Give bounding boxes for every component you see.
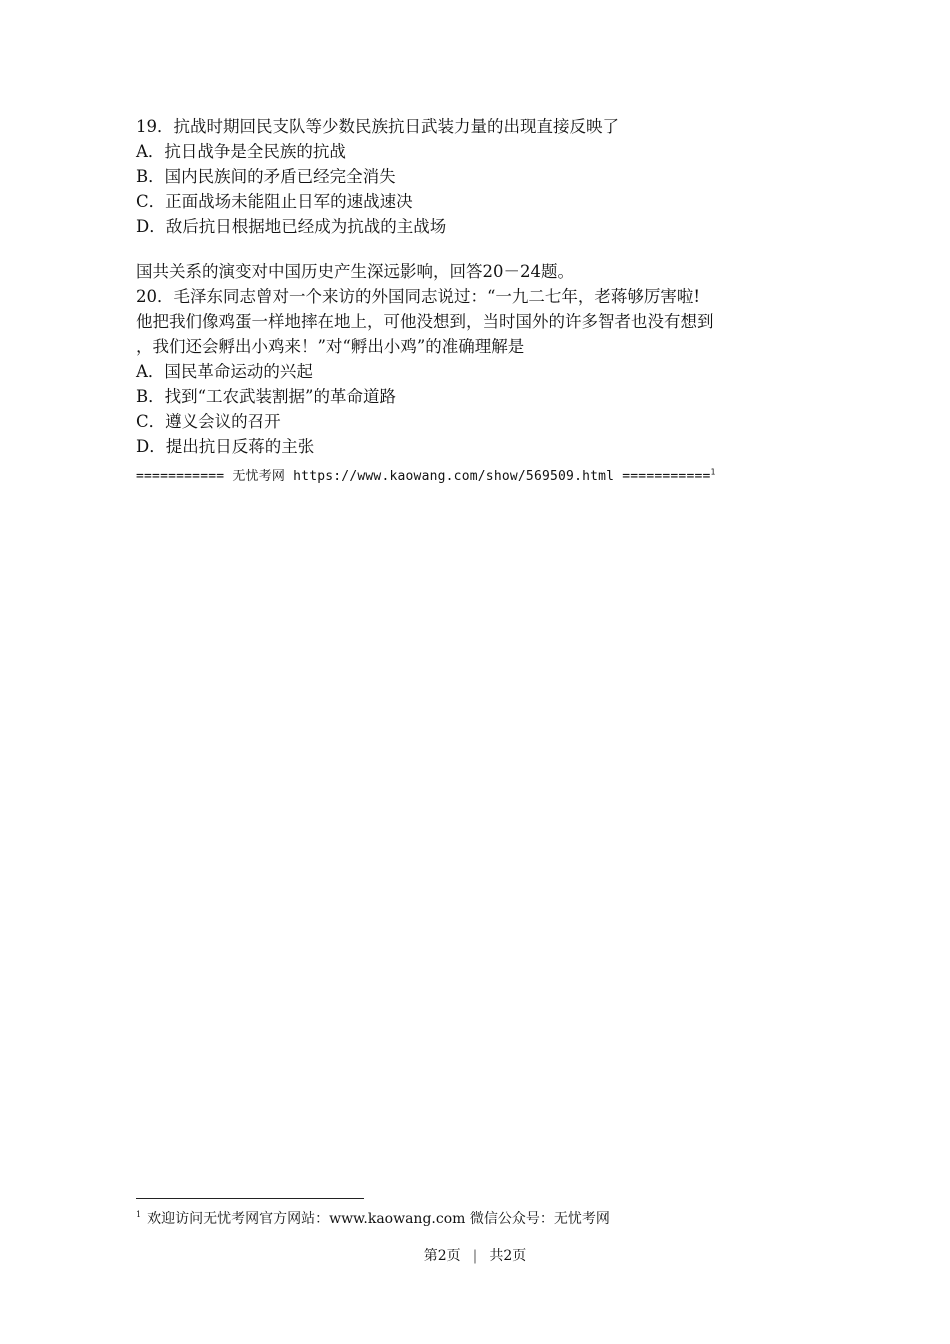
question-19-option-b: B．国内民族间的矛盾已经完全消失	[136, 167, 396, 186]
footnote-divider	[136, 1198, 364, 1199]
question-19-option-c: C．正面战场未能阻止日军的速战速决	[136, 192, 413, 211]
page-footer-divider: |	[472, 1248, 478, 1264]
page-current: 第2页	[423, 1248, 461, 1264]
question-19	[136, 114, 826, 239]
question-19-stem: 19．抗战时期回民支队等少数民族抗日武装力量的出现直接反映了	[136, 117, 619, 136]
question-19-option-a: A．抗日战争是全民族的抗战	[136, 142, 346, 161]
source-separator-text: =========== 无忧考网 https://www.kaowang.com/show/569509.html ===========	[136, 469, 711, 484]
page-number-footer	[0, 1246, 950, 1266]
section-gap	[136, 239, 826, 259]
section-intro: 国共关系的演变对中国历史产生深远影响，回答20－24题。	[136, 262, 574, 281]
page-content	[136, 114, 826, 487]
footnote-text: 欢迎访问无忧考网官方网站：www.kaowang.com 微信公众号：无忧考网	[147, 1211, 610, 1227]
question-20-option-d: D．提出抗日反蒋的主张	[136, 437, 315, 456]
page-total: 共2页	[489, 1248, 527, 1264]
footnote-mark: 1	[136, 1210, 142, 1220]
question-20-stem-line-2: 他把我们像鸡蛋一样地摔在地上，可他没想到，当时国外的许多智者也没有想到	[136, 312, 714, 331]
footnote	[136, 1209, 610, 1229]
question-20-option-a: A．国民革命运动的兴起	[136, 362, 313, 381]
question-20-stem-line-3: ，我们还会孵出小鸡来！”对“孵出小鸡”的准确理解是	[136, 337, 525, 356]
source-separator	[136, 467, 826, 487]
question-19-option-d: D．敌后抗日根据地已经成为抗战的主战场	[136, 217, 447, 236]
question-20-option-b: B．找到“工农武装割据”的革命道路	[136, 387, 396, 406]
question-20-option-c: C．遵义会议的召开	[136, 412, 281, 431]
footnote-reference: 1	[710, 467, 716, 477]
question-20	[136, 284, 826, 459]
question-20-stem-line-1: 20．毛泽东同志曾对一个来访的外国同志说过：“一九二七年，老蒋够厉害啦!	[136, 287, 701, 306]
